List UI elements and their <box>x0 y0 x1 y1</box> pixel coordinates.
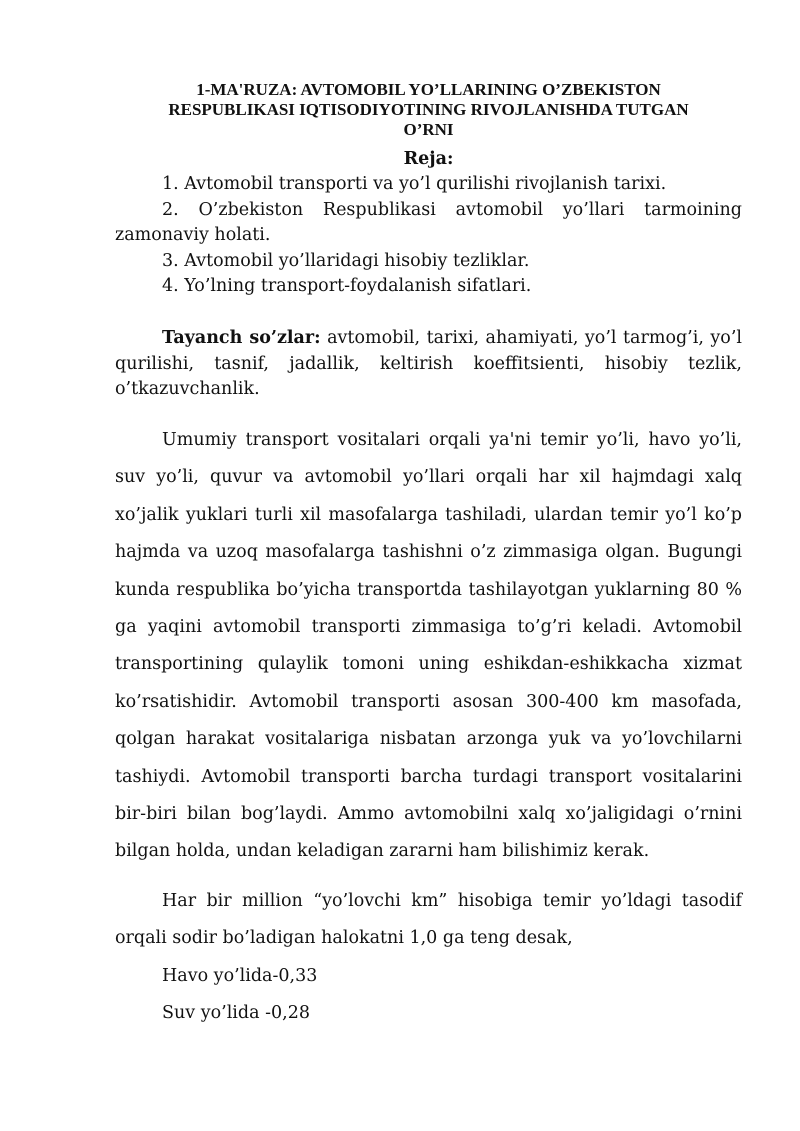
body-paragraph-1: Umumiy transport vositalari orqali ya'ni temir yo’li, havo yo’li, suv yo’li, quvur va avtomobil yo’llari orqali har xil hajmdagi xalq xo’jalik yuklari turli xil masofalarga tashiladi, ulardan temir yo’l ko’p hajmda va uzoq masofalarga tashishni o’z zimmasiga olgan. Bugungi kunda respublika bo’yicha transportda tashilayotgan yuklarning 80 % ga yaqini avtomobil transporti zimmasiga to’g’ri keladi. Avtomobil transportining qulaylik tomoni uning eshikdan-eshikkacha xizmat ko’rsatishidir. Avtomobil transporti asosan 300-400 km masofada, qolgan harakat vositalariga nisbatan arzonga yuk va yo’lovchilarni tashiydi. Avtomobil transporti barcha turdagi transport vositalarini bir-biri bilan bog’laydi. Ammo avtomobilni xalq xo’jaligidagi o’rnini bilgan holda, undan keladigan zararni ham bilishimiz kerak. <box>115 430 742 862</box>
keywords-label: Tayanch so’zlar: <box>162 328 321 348</box>
plan-item-3: 3. Avtomobil yo’llaridagi hisobiy tezliklar. <box>162 250 530 271</box>
plan-list <box>115 172 742 300</box>
air-transport-line: Havo yo’lida-0,33 <box>162 966 318 986</box>
lecture-title-line-2: RESPUBLIKASI IQTISODIYOTINING RIVOJLANISHDA TUTGAN <box>168 100 689 119</box>
keywords-paragraph <box>115 326 742 403</box>
lecture-title <box>115 80 742 140</box>
lecture-title-line-3: O’RNI <box>403 120 454 139</box>
body-paragraph-2: Har bir million “yo’lovchi km” hisobiga temir yo’ldagi tasodif orqali sodir bo’ladigan halokatni 1,0 ga teng desak, <box>115 891 742 949</box>
plan-item-4: 4. Yo’lning transport-foydalanish sifatlari. <box>162 276 532 296</box>
plan-item-1: 1. Avtomobil transporti va yo’l qurilishi rivojlanish tarixi. <box>162 174 667 194</box>
keywords-text: avtomobil, tarixi, ahamiyati, yo’l tarmog’i, yo’l qurilishi, tasnif, jadallik, keltirish koeffitsienti, hisobiy tezlik, o’tkazuvchanlik. <box>115 328 742 399</box>
lecture-title-line-1: 1-MA'RUZA: AVTOMOBIL YO’LLARINING O’ZBEKISTON <box>196 80 661 99</box>
plan-heading: Reja: <box>403 149 454 169</box>
water-transport-line: Suv yo’lida -0,28 <box>162 1003 310 1023</box>
plan-item-2: 2. O’zbekiston Respublikasi avtomobil yo’llari tarmoining zamonaviy holati. <box>115 199 742 245</box>
